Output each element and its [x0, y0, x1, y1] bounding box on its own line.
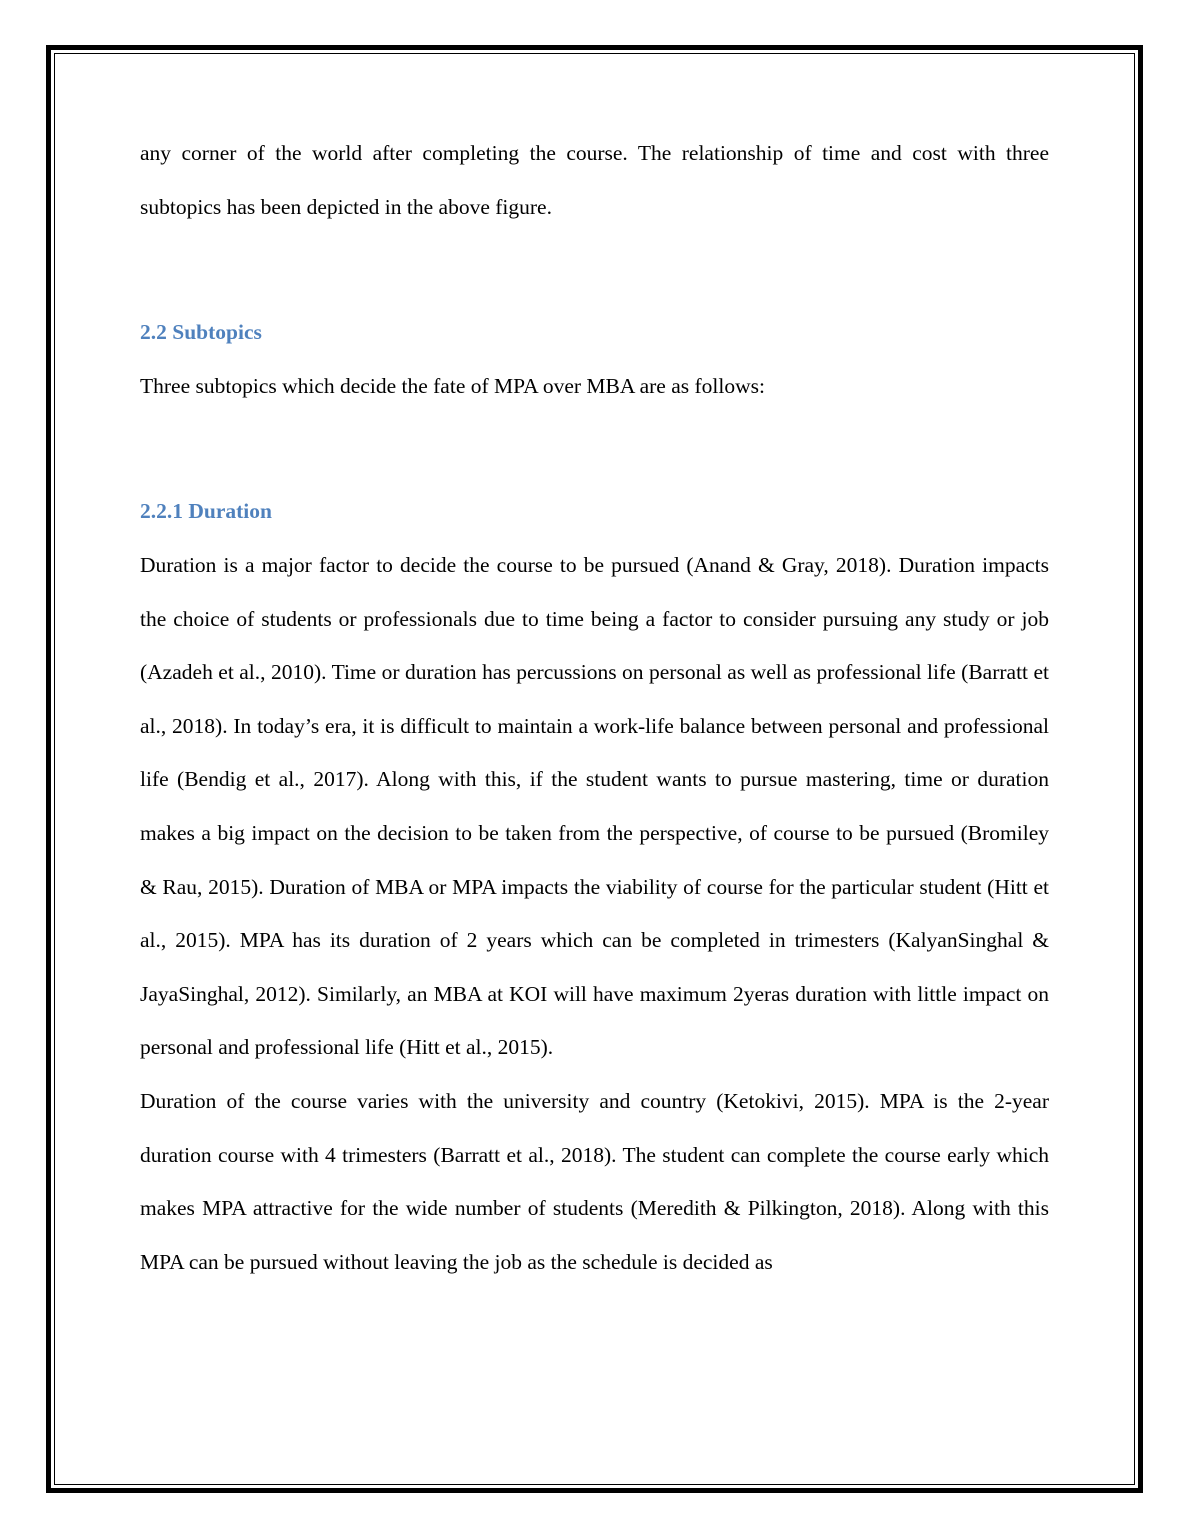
- section-heading-subtopics: 2.2 Subtopics: [140, 320, 262, 345]
- spacer: [140, 413, 1049, 485]
- spacer: [140, 234, 1049, 306]
- document-body: [140, 127, 1049, 1289]
- duration-paragraph-1: Duration is a major factor to decide the course to be pursued (Anand & Gray, 2018). Duration impacts the choice of students or professionals due to time being a factor to consider pursuing any study or job (Azadeh et al., 2010). Time or duration has percussions on personal as well as professional life (Barratt et al., 2018). In today’s era, it is difficult to maintain a work-life balance between personal and professional life (Bendig et al., 2017). Along with this, if the student wants to pursue mastering, time or duration makes a big impact on the decision to be taken from the perspective, of course to be pursued (Bromiley & Rau, 2015). Duration of MBA or MPA impacts the viability of course for the particular student (Hitt et al., 2015). MPA has its duration of 2 years which can be completed in trimesters (KalyanSinghal & JayaSinghal, 2012). Similarly, an MBA at KOI will have maximum 2yeras duration with little impact on personal and professional life (Hitt et al., 2015).: [140, 552, 1049, 1060]
- intro-paragraph: any corner of the world after completing the course. The relationship of time and cost with three subtopics has been depicted in the above figure.: [140, 141, 1049, 219]
- section-paragraph: Three subtopics which decide the fate of MPA over MBA are as follows:: [140, 373, 765, 398]
- duration-paragraph-2: Duration of the course varies with the university and country (Ketokivi, 2015). MPA is the 2-year duration course with 4 trimesters (Barratt et al., 2018). The student can complete the course early which makes MPA attractive for the wide number of students (Meredith & Pilkington, 2018). Along with this MPA can be pursued without leaving the job as the schedule is decided as: [140, 1088, 1049, 1274]
- subsection-heading-duration: 2.2.1 Duration: [140, 499, 272, 524]
